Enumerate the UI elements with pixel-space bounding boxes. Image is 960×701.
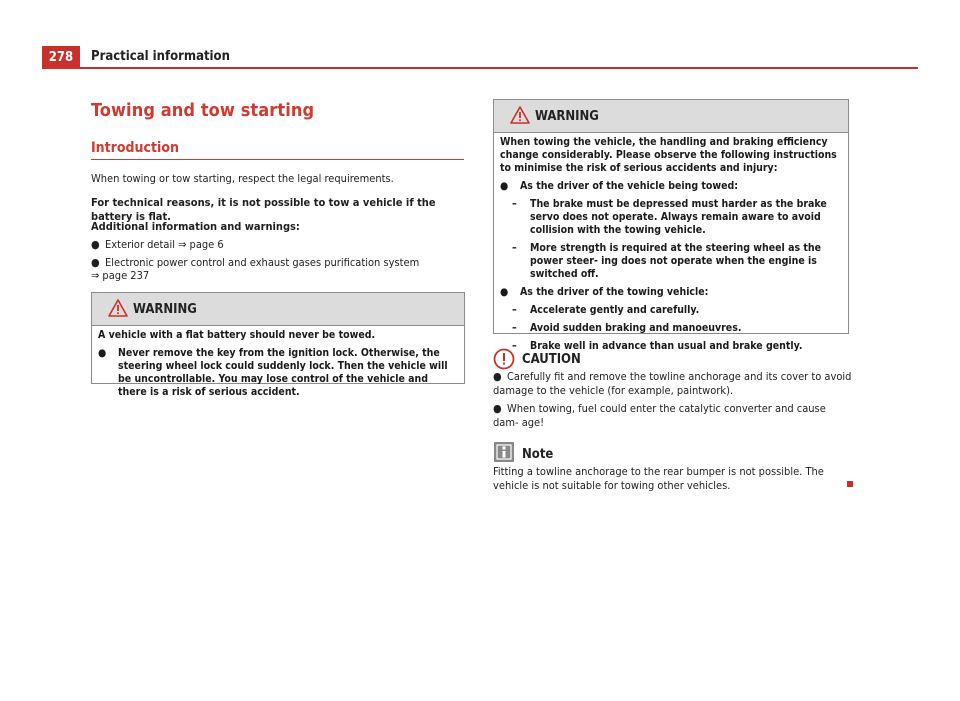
bullet-icon: ● bbox=[493, 370, 502, 383]
list-item bbox=[512, 304, 842, 317]
cross-reference-link[interactable]: Exterior detail ⇒ page 6 bbox=[105, 238, 224, 251]
dash-icon: – bbox=[512, 340, 517, 352]
list-item-text: Brake well in advance than usual and brake gently. bbox=[530, 340, 803, 352]
list-item bbox=[512, 322, 842, 335]
list-item-text: As the driver of the towing vehicle: bbox=[520, 286, 709, 298]
warning-triangle-icon bbox=[108, 299, 128, 317]
list-item bbox=[512, 198, 842, 237]
page-number: 278 bbox=[42, 46, 80, 68]
section-divider bbox=[91, 159, 464, 160]
caution-icon bbox=[493, 348, 515, 370]
warning-lead: When towing the vehicle, the handling and braking efficiency change considerably. Please observe the following instructions to minimise the risk of serious accidents and injury: bbox=[500, 136, 837, 174]
bullet-icon: ● bbox=[91, 238, 100, 251]
list-item-text: As the driver of the vehicle being towed: bbox=[520, 180, 739, 192]
bullet-icon: ● bbox=[500, 180, 509, 192]
page-title: Towing and tow starting bbox=[91, 100, 315, 121]
list-item bbox=[512, 242, 842, 281]
list-item-text: Carefully fit and remove the towline anchorage and its cover to avoid damage to the vehicle (for example, paintwork). bbox=[493, 370, 852, 397]
chapter-title: Practical information bbox=[91, 49, 230, 64]
intro-paragraph: When towing or tow starting, respect the legal requirements. bbox=[91, 172, 394, 185]
dash-icon: – bbox=[512, 242, 517, 254]
warning-box bbox=[493, 99, 849, 352]
warning-header bbox=[494, 100, 848, 133]
note-icon bbox=[493, 441, 515, 463]
list-item bbox=[500, 286, 842, 299]
warning-label: WARNING bbox=[535, 109, 599, 124]
list-item-text: When towing, fuel could enter the catalytic converter and cause dam- age! bbox=[493, 402, 826, 429]
header-rule bbox=[42, 67, 918, 69]
warning-lead: A vehicle with a flat battery should never be towed. bbox=[98, 329, 376, 341]
warning-header bbox=[92, 293, 464, 326]
bullet-icon: ● bbox=[500, 286, 509, 298]
end-of-section-marker bbox=[847, 481, 853, 487]
bullet-icon: ● bbox=[98, 347, 107, 359]
warning-triangle-icon bbox=[510, 106, 530, 124]
list-item-text: More strength is required at the steering wheel as the power steer- ing does not operate when the engine is switched off. bbox=[530, 242, 822, 280]
dash-icon: – bbox=[512, 304, 517, 316]
battery-paragraph: For technical reasons, it is not possible to tow a vehicle if the battery is flat. bbox=[91, 196, 436, 223]
warning-label: WARNING bbox=[133, 302, 197, 317]
warning-box bbox=[91, 292, 465, 398]
caution-label: CAUTION bbox=[522, 352, 581, 367]
warning-body bbox=[92, 326, 464, 409]
note-text: Fitting a towline anchorage to the rear bumper is not possible. The vehicle is not suitable for towing other vehicles. bbox=[493, 465, 824, 492]
section-title: Introduction bbox=[91, 140, 179, 156]
cross-reference-link[interactable]: ⇒ page 237 bbox=[91, 269, 150, 282]
list-item-text: Never remove the key from the ignition lock. Otherwise, the steering wheel lock could suddenly lock. Then the vehicle will be uncontrollable. You may lose control of the vehicle and there is a risk of serious accident. bbox=[118, 347, 448, 398]
dash-icon: – bbox=[512, 198, 517, 210]
dash-icon: – bbox=[512, 322, 517, 334]
list-item-text: Accelerate gently and carefully. bbox=[530, 304, 700, 316]
warning-body bbox=[494, 133, 848, 363]
list-item bbox=[493, 370, 853, 398]
bullet-icon: ● bbox=[493, 402, 502, 415]
list-item bbox=[91, 238, 466, 252]
list-item-text: Avoid sudden braking and manoeuvres. bbox=[530, 322, 742, 334]
list-item bbox=[500, 180, 842, 193]
list-item-text: The brake must be depressed must harder as the brake servo does not operate. Always remain aware to avoid collision with the towing vehicle. bbox=[530, 198, 827, 236]
bullet-icon: ● bbox=[91, 256, 100, 269]
additional-info-heading: Additional information and warnings: bbox=[91, 220, 300, 233]
note-label: Note bbox=[522, 447, 554, 462]
list-item bbox=[493, 402, 853, 430]
list-item bbox=[91, 256, 466, 270]
list-item bbox=[98, 347, 458, 399]
list-item-text: Electronic power control and exhaust gases purification system bbox=[105, 256, 420, 269]
